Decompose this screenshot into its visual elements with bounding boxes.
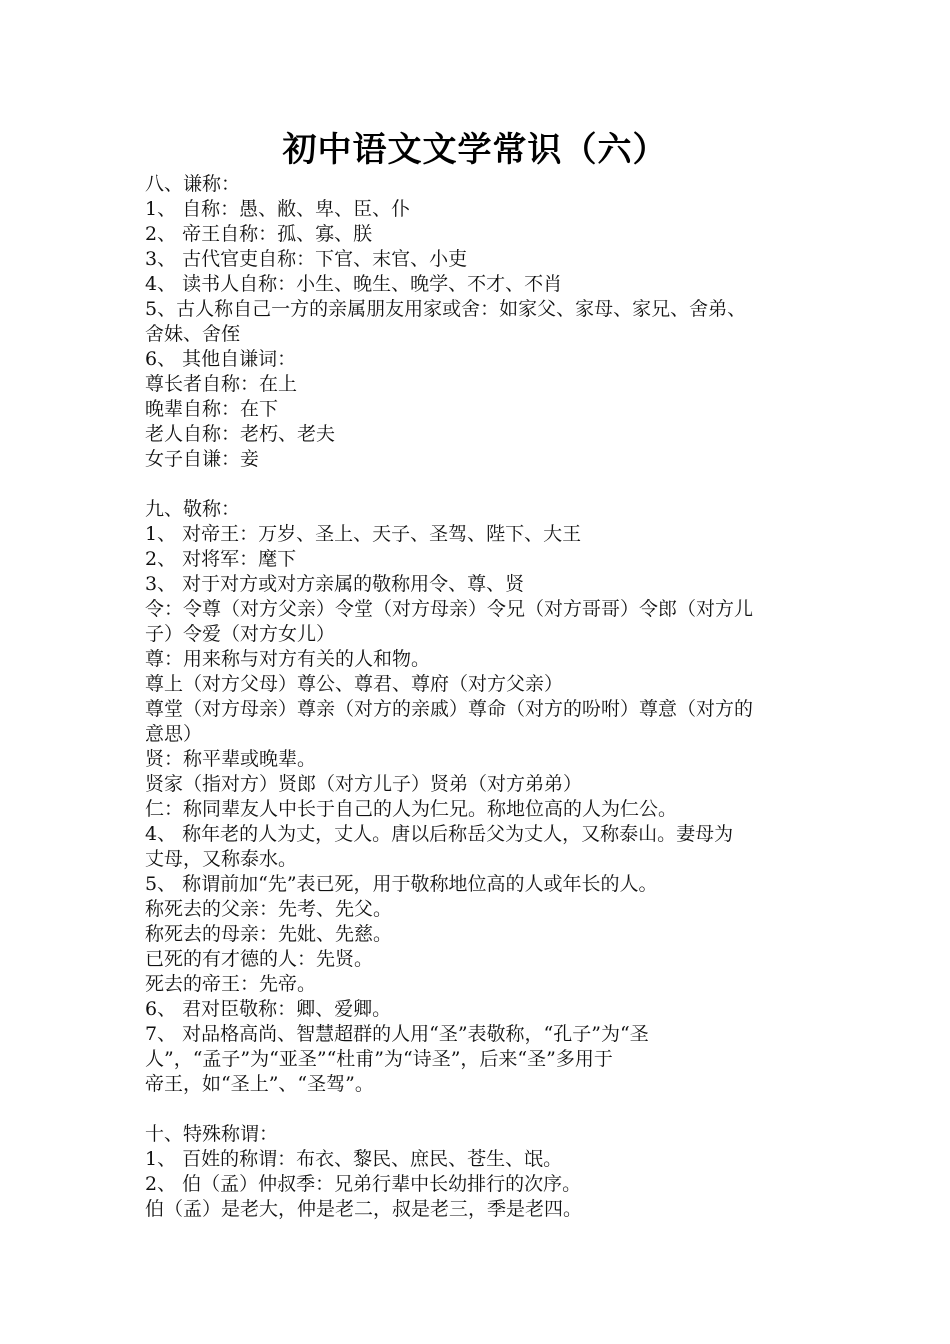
text-line: 子）令爱（对方女儿） (145, 623, 336, 645)
text-line: 2、 伯（孟）仲叔季：兄弟行辈中长幼排行的次序。 (145, 1173, 582, 1195)
text-line: 1、 百姓的称谓：布衣、黎民、庶民、苍生、氓。 (145, 1148, 563, 1170)
text-line: 贤：称平辈或晚辈。 (145, 748, 317, 770)
text-line: 6、 君对臣敬称：卿、爱卿。 (145, 998, 392, 1020)
text-line: 九、敬称： (145, 498, 241, 520)
text-line: 尊长者自称：在上 (145, 373, 298, 395)
page-title: 初中语文文学常识（六） (282, 130, 668, 170)
blank-line (145, 1097, 815, 1122)
text-line: 3、 古代官吏自称：下官、末官、小吏 (145, 248, 468, 270)
text-line: 7、 对品格高尚、智慧超群的人用“圣”表敬称，“孔子”为“圣 (145, 1023, 649, 1045)
text-line: 舍妹、舍侄 (145, 323, 241, 345)
text-line: 尊上（对方父母）尊公、尊君、尊府（对方父亲） (145, 673, 564, 695)
text-line: 4、 读书人自称：小生、晚生、晚学、不才、不肖 (145, 273, 563, 295)
text-line: 贤家（指对方）贤郎（对方儿子）贤弟（对方弟弟） (145, 773, 583, 795)
text-line: 5、 称谓前加“先”表已死，用于敬称地位高的人或年长的人。 (145, 873, 658, 895)
text-line: 意思） (145, 723, 203, 745)
text-line: 女子自谦：妾 (145, 448, 260, 470)
text-line: 令：令尊（对方父亲）令堂（对方母亲）令兄（对方哥哥）令郎（对方儿 (145, 598, 754, 620)
text-line: 5、古人称自己一方的亲属朋友用家或舍：如家父、家母、家兄、舍弟、 (145, 298, 747, 320)
text-line: 死去的帝王：先帝。 (145, 973, 317, 995)
text-line: 老人自称：老朽、老夫 (145, 423, 336, 445)
text-line: 八、谦称： (145, 173, 241, 195)
text-line: 2、 帝王自称：孤、寡、朕 (145, 223, 373, 245)
text-line: 尊：用来称与对方有关的人和物。 (145, 648, 431, 670)
text-line: 称死去的父亲：先考、先父。 (145, 898, 393, 920)
text-line: 晚辈自称：在下 (145, 398, 279, 420)
text-line: 丈母，又称泰水。 (145, 848, 298, 870)
blank-line (145, 472, 815, 497)
text-line: 尊堂（对方母亲）尊亲（对方的亲戚）尊命（对方的吩咐）尊意（对方的 (145, 698, 754, 720)
text-line: 仁：称同辈友人中长于自己的人为仁兄。称地位高的人为仁公。 (145, 798, 678, 820)
text-line: 2、 对将军：麾下 (145, 548, 297, 570)
text-line: 伯（孟）是老大，仲是老二，叔是老三，季是老四。 (145, 1198, 583, 1220)
text-line: 称死去的母亲：先妣、先慈。 (145, 923, 393, 945)
text-line: 1、 自称：愚、敝、卑、臣、仆 (145, 198, 411, 220)
text-line: 4、 称年老的人为丈，丈人。唐以后称岳父为丈人，又称泰山。妻母为 (145, 823, 734, 845)
document-body (145, 172, 815, 1222)
text-line: 人”，“孟子”为“亚圣”“杜甫”为“诗圣”，后来“圣”多用于 (145, 1048, 613, 1070)
text-line: 已死的有才德的人：先贤。 (145, 948, 374, 970)
text-line: 1、 对帝王：万岁、圣上、天子、圣驾、陛下、大王 (145, 523, 582, 545)
text-line: 帝王，如“圣上”、“圣驾”。 (145, 1073, 374, 1095)
text-line: 3、 对于对方或对方亲属的敬称用令、尊、贤 (145, 573, 525, 595)
text-line: 十、特殊称谓： (145, 1123, 279, 1145)
text-line: 6、 其他自谦词： (145, 348, 297, 370)
